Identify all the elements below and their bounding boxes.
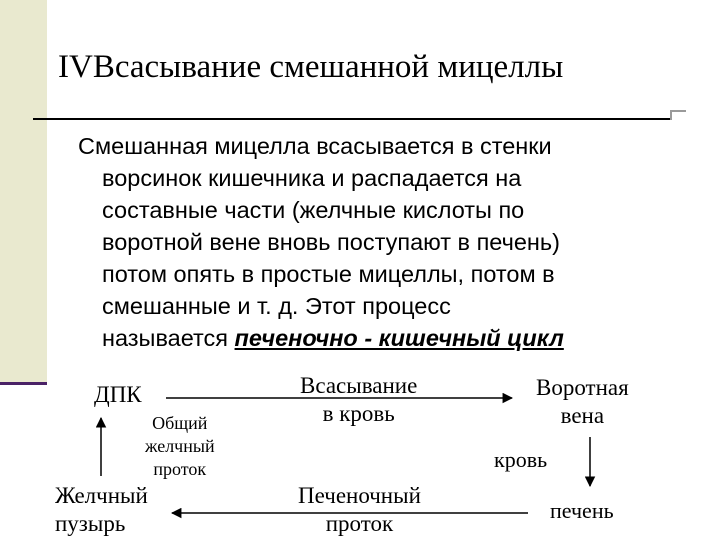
slide-title: IVВсасывание смешанной мицеллы	[58, 49, 564, 85]
paragraph-prefix: называется	[102, 325, 235, 351]
dpk-label: ДПК	[94, 382, 142, 407]
paragraph-line: воротной вене вновь поступают в печень)	[102, 229, 560, 255]
cycle-name: печеночно - кишечный цикл	[234, 325, 564, 351]
common-bile-duct-label-line: Общий	[152, 413, 208, 433]
paragraph-line: Смешанная мицелла всасывается в стенки	[78, 133, 552, 159]
gallbladder-label-line: Желчный	[55, 483, 148, 508]
absorption-label-line: Всасывание	[300, 373, 418, 398]
paragraph-line: потом опять в простые мицеллы, потом в	[102, 261, 555, 287]
absorption-label-line: в кровь	[322, 401, 395, 426]
gallbladder-label-line: пузырь	[55, 511, 126, 536]
paragraph-line: смешанные и т. д. Этот процесс	[102, 293, 451, 319]
paragraph-line: ворсинок кишечника и распадается на	[102, 165, 522, 191]
common-bile-duct-label-line: желчный	[145, 436, 215, 456]
blood-label: кровь	[494, 447, 548, 472]
liver-label: печень	[550, 498, 614, 523]
hepatic-duct-label-line: проток	[325, 511, 394, 536]
paragraph-line: составные части (желчные кислоты по	[102, 197, 525, 223]
portal-vein-label-line: вена	[560, 403, 605, 428]
portal-vein-label-line: Воротная	[536, 375, 629, 400]
hepatic-duct-label-line: Печеночный	[298, 483, 421, 508]
common-bile-duct-label-line: проток	[153, 459, 207, 479]
